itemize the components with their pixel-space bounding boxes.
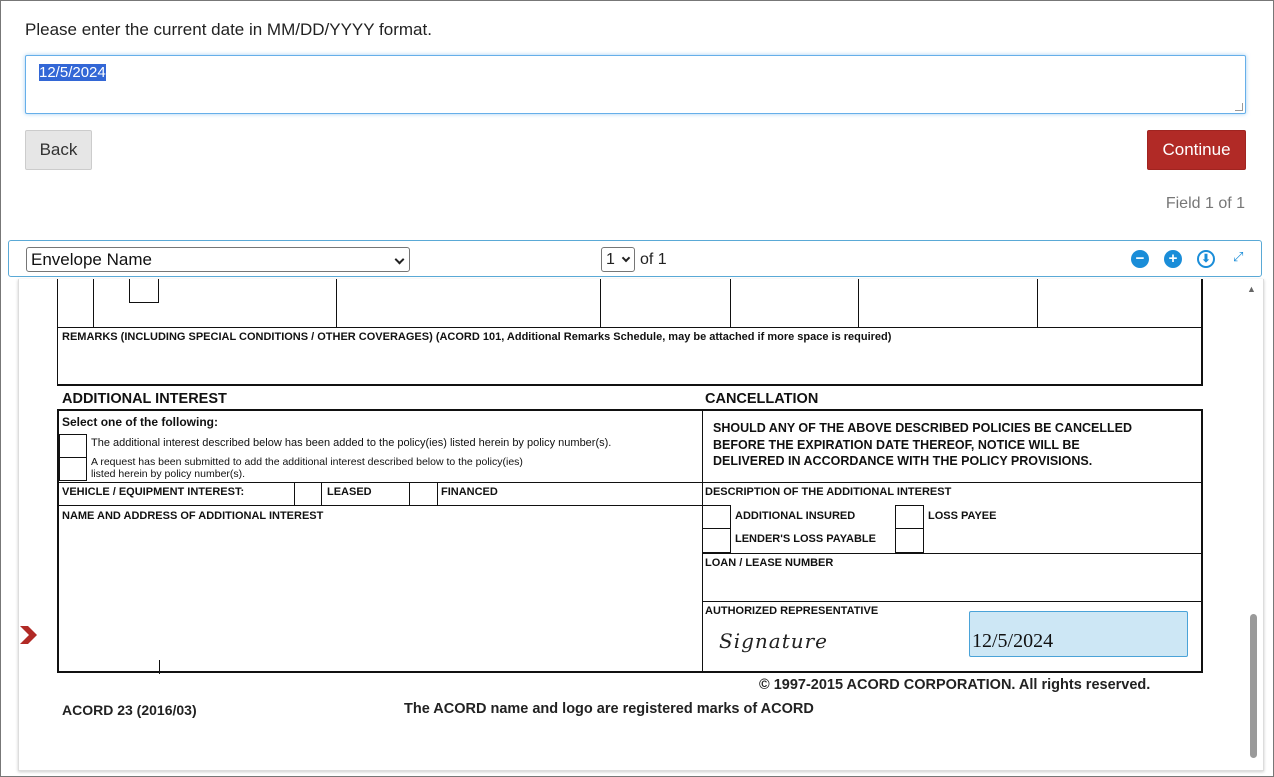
zoom-in-icon[interactable]: + [1164,250,1182,268]
fullscreen-icon[interactable]: ⤢ [1233,249,1244,264]
page-select[interactable] [601,247,635,272]
continue-button[interactable]: Continue [1147,130,1246,170]
acord-form [19,279,1239,771]
prompt-text: Please enter the current date in MM/DD/YYYY format. [25,20,432,39]
option1-text: The additional interest described below has been added to the policy(ies) listed herein by policy number(s). [91,437,612,449]
lenders-loss-extra-box [895,528,924,553]
envelope-select[interactable] [26,247,410,272]
signature-image: Signature [719,629,829,653]
loan-lease-label: LOAN / LEASE NUMBER [705,557,834,569]
document-toolbar [8,240,1262,277]
download-icon[interactable]: ⬇ [1197,250,1215,268]
current-field-marker-icon [18,624,38,646]
loss-payee-label: LOSS PAYEE [928,510,997,522]
name-address-label: NAME AND ADDRESS OF ADDITIONAL INTEREST [62,510,324,522]
back-button[interactable]: Back [25,130,92,170]
select-one-label: Select one of the following: [62,415,218,429]
zoom-out-icon[interactable]: − [1131,250,1149,268]
description-label: DESCRIPTION OF THE ADDITIONAL INTEREST [705,486,952,498]
date-signed-field[interactable]: 12/5/2024 [969,611,1188,657]
option2-text-line2: listed herein by policy number(s). [91,468,246,480]
resize-grip-icon[interactable] [1235,103,1243,111]
loss-payee-checkbox[interactable] [895,505,924,529]
lenders-loss-label: LENDER'S LOSS PAYABLE [735,533,876,545]
option2-checkbox[interactable] [59,457,87,481]
cancellation-text: SHOULD ANY OF THE ABOVE DESCRIBED POLICIES BE CANCELLED BEFORE THE EXPIRATION DATE THEREOF, NOTICE WILL BE DELIVERED IN ACCORDANCE WITH THE POLICY PROVISIONS. [713,421,1133,468]
additional-insured-label: ADDITIONAL INSURED [735,510,856,522]
envelope-select-value: Envelope Name [31,250,152,269]
chevron-down-icon [622,254,630,262]
financed-label: FINANCED [441,486,498,498]
leased-label: LEASED [327,486,372,498]
option1-checkbox[interactable] [59,434,87,458]
lenders-loss-checkbox[interactable] [702,528,731,553]
authorized-rep-label: AUTHORIZED REPRESENTATIVE [705,605,879,617]
scrollbar-thumb[interactable] [1250,614,1257,758]
document-viewer[interactable] [18,279,1264,771]
copyright-text: © 1997-2015 ACORD CORPORATION. All rights reserved. [759,677,1151,693]
field-counter: Field 1 of 1 [1165,195,1245,212]
page-select-value: 1 [606,251,615,268]
additional-insured-checkbox[interactable] [702,505,731,529]
remarks-label: REMARKS (INCLUDING SPECIAL CONDITIONS / OTHER COVERAGES) (ACORD 101, Additional Remarks Schedule, may be attached if more space is required) [62,331,892,343]
date-input[interactable] [25,55,1246,114]
leased-checkbox[interactable] [294,482,322,506]
scroll-up-icon[interactable]: ▲ [1247,284,1256,294]
financed-checkbox[interactable] [409,482,438,506]
date-input-value: 12/5/2024 [39,64,106,81]
trademark-text: The ACORD name and logo are registered marks of ACORD [404,701,814,717]
option2-text-line1: A request has been submitted to add the additional interest described below to the policy(ies) [91,456,523,468]
form-number: ACORD 23 (2016/03) [62,702,197,718]
vehicle-interest-label: VEHICLE / EQUIPMENT INTEREST: [62,486,245,498]
page-count-label: of 1 [640,251,667,268]
additional-interest-heading: ADDITIONAL INTEREST [62,391,227,407]
cancellation-heading: CANCELLATION [705,391,819,407]
chevron-down-icon [395,255,405,265]
